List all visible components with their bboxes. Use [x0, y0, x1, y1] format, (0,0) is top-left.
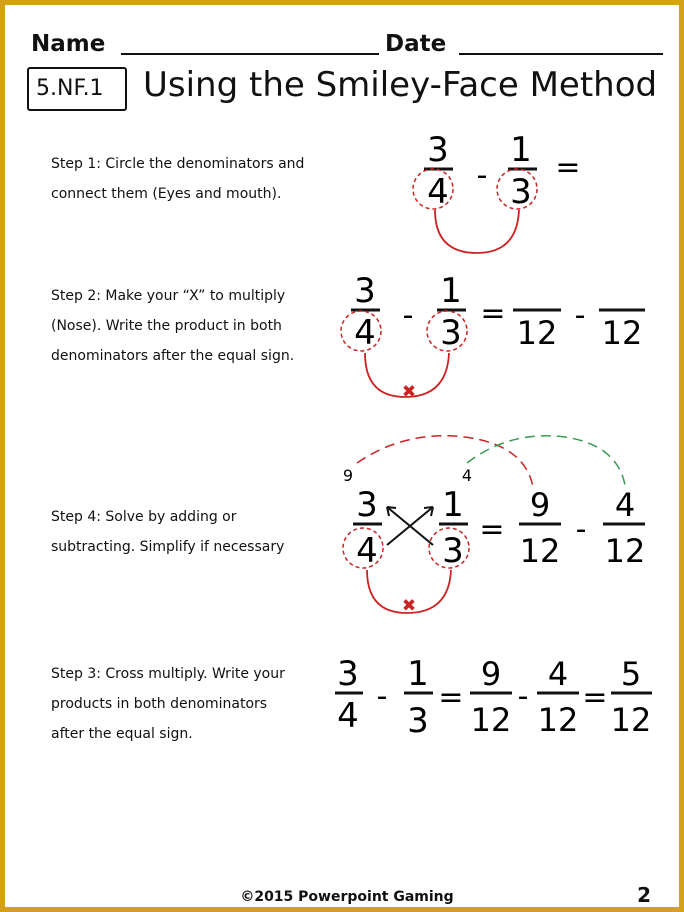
eq4-numerator-4: 4 [547, 655, 569, 693]
eq4-operator-2: - [517, 679, 529, 714]
eq3-denominator-3: 12 [519, 532, 561, 570]
eq2-denominator-1: 4 [354, 313, 376, 353]
eq2-x-mark: ✖ [401, 382, 417, 402]
eq4-equals-1: = [438, 680, 464, 715]
step-3-line-2: products in both denominators [51, 696, 268, 712]
eq3-numerator-2: 1 [442, 485, 464, 525]
eq2-denominator-3: 12 [516, 314, 558, 352]
eq3-x-mark: ✖ [401, 596, 417, 616]
eq4-operator: - [376, 679, 388, 714]
step-1-line-1: Step 1: Circle the denominators and [51, 156, 305, 172]
eq4-denominator-4: 12 [537, 701, 579, 739]
eq4-numerator-5: 5 [620, 655, 642, 693]
eq2-numerator-2: 1 [440, 271, 462, 311]
eq3-operator-2: - [575, 512, 587, 547]
equation-2 [341, 271, 645, 402]
eq3-arc-red [357, 436, 533, 487]
eq1-equals: = [555, 150, 581, 185]
eq3-denominator-1: 4 [356, 531, 378, 571]
eq2-denominator-2: 3 [440, 313, 462, 353]
eq3-product-2: 4 [461, 466, 473, 485]
step-4-line-2: subtracting. Simplify if necessary [51, 539, 285, 555]
eq2-numerator-1: 3 [354, 271, 376, 311]
page-title: Using the Smiley-Face Method [143, 65, 658, 105]
footer-copyright: ©2015 Powerpoint Gaming [240, 889, 454, 905]
eq4-equals-2: = [582, 680, 608, 715]
eq1-operator: - [476, 158, 488, 193]
page-number: 2 [637, 883, 651, 907]
eq4-denominator-2: 3 [407, 701, 429, 741]
equation-1 [413, 130, 581, 253]
eq4-denominator-3: 12 [470, 701, 512, 739]
step-1-line-2: connect them (Eyes and mouth). [51, 186, 282, 202]
step-4-line-1: Step 4: Solve by adding or [51, 509, 237, 525]
eq1-numerator-1: 3 [427, 130, 449, 170]
eq3-numerator-3: 9 [529, 486, 551, 524]
eq3-product-1: 9 [342, 466, 354, 485]
eq3-denominator-2: 3 [442, 531, 464, 571]
eq1-numerator-2: 1 [510, 130, 532, 170]
standard-code: 5.NF.1 [36, 76, 104, 101]
eq2-denominator-4: 12 [601, 314, 643, 352]
equation-4 [335, 654, 652, 741]
eq1-denominator-2: 3 [510, 172, 532, 212]
eq4-denominator-1: 4 [337, 696, 359, 736]
eq3-denominator-4: 12 [604, 532, 646, 570]
eq2-operator: - [402, 298, 414, 333]
eq3-numerator-4: 4 [614, 486, 636, 524]
date-label: Date [385, 31, 447, 57]
eq1-denominator-1: 4 [427, 172, 449, 212]
eq3-equals: = [479, 512, 505, 547]
step-2-line-3: denominators after the equal sign. [51, 348, 295, 364]
eq3-arc-green [467, 436, 625, 485]
eq4-numerator-1: 3 [337, 654, 359, 694]
eq3-numerator-1: 3 [356, 485, 378, 525]
eq2-equals: = [480, 296, 506, 331]
step-2-line-2: (Nose). Write the product in both [51, 318, 282, 334]
eq1-smile-mouth [435, 210, 519, 253]
step-3-line-1: Step 3: Cross multiply. Write your [51, 666, 285, 682]
eq4-denominator-5: 12 [610, 701, 652, 739]
math-figures [5, 5, 679, 907]
equation-3 [343, 436, 645, 616]
eq4-numerator-3: 9 [480, 655, 502, 693]
step-2-line-1: Step 2: Make your “X” to multiply [51, 288, 286, 304]
name-label: Name [31, 31, 106, 57]
step-3-line-3: after the equal sign. [51, 726, 193, 742]
eq4-numerator-2: 1 [407, 654, 429, 694]
eq2-operator-2: - [574, 298, 586, 333]
